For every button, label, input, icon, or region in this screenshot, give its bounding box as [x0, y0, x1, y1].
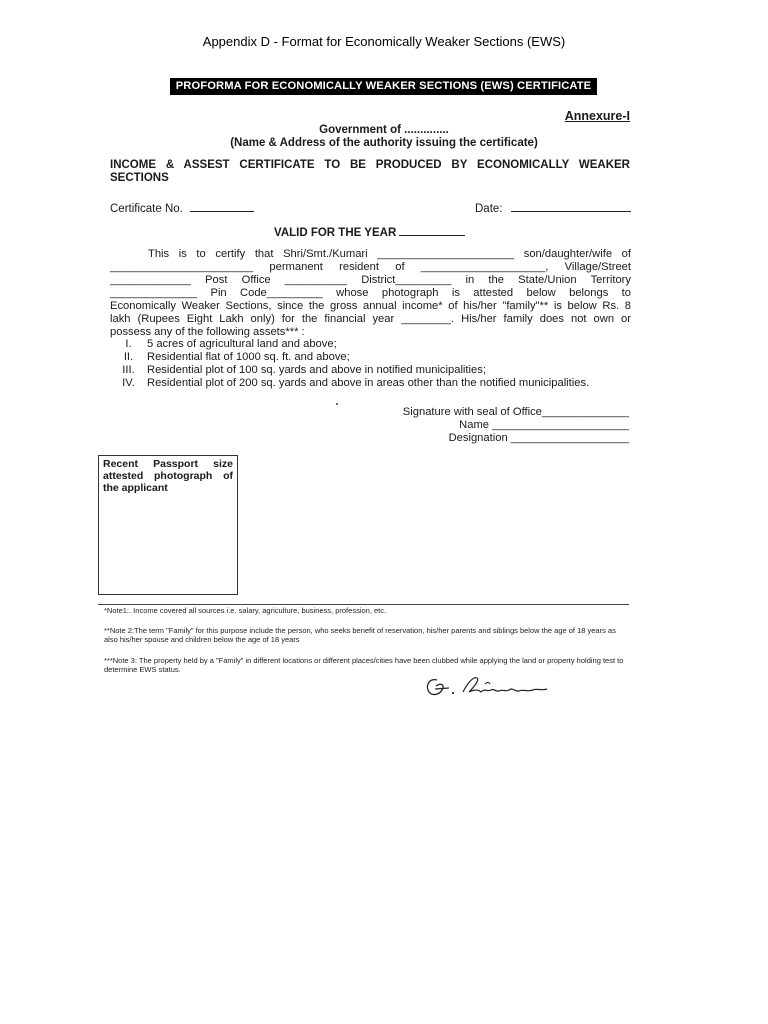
valid-for-year: [274, 225, 465, 239]
valid-label: VALID FOR THE YEAR: [274, 227, 397, 239]
note-2: **Note 2:The term "Family" for this purpose include the person, who seeks benefit of reservation, his/her parents and siblings below the age of 18 years as also his/her spouse and children below the age of 18 years: [104, 626, 616, 644]
certificate-no-blank: [190, 201, 254, 212]
annexure-label: Annexure-I: [564, 109, 630, 123]
certificate-no-label: Certificate No.: [110, 203, 183, 215]
asset-number: I.: [125, 338, 132, 350]
valid-year-blank: [399, 225, 465, 236]
notes-divider: [98, 604, 629, 605]
photo-box: Recent Passport size attested photograph of the applicant: [98, 455, 238, 595]
asset-text: Residential plot of 200 sq. yards and above in areas other than the notified municipalities.: [147, 377, 590, 389]
asset-text: Residential plot of 100 sq. yards and above in notified municipalities;: [147, 364, 486, 376]
asset-number: IV.: [122, 377, 135, 389]
proforma-banner: PROFORMA FOR ECONOMICALLY WEAKER SECTIONS (EWS) CERTIFICATE: [170, 78, 597, 95]
date-label: Date:: [475, 203, 503, 215]
body-line: lakh (Rupees Eight Lakh only) for the financial year ________. His/her family does not own or: [110, 313, 631, 325]
body-line: Economically Weaker Sections, since the gross annual income* of his/her "family"** is below Rs. 8: [110, 300, 631, 312]
certificate-body: [110, 248, 631, 339]
date-field: [475, 201, 631, 215]
certificate-heading: INCOME & ASSEST CERTIFICATE TO BE PRODUCED BY ECONOMICALLY WEAKER SECTIONS: [110, 159, 630, 184]
body-line: ______________ Pin Code_________ whose photograph is attested below belongs to: [110, 287, 631, 299]
body-line: This is to certify that Shri/Smt./Kumari ______________________ son/daughter/wife of: [148, 248, 631, 260]
asset-item: [110, 364, 589, 377]
name-line: Name ______________________: [459, 419, 629, 431]
signature-seal-line: Signature with seal of Office______________: [402, 406, 629, 418]
asset-text: Residential flat of 1000 sq. ft. and above;: [147, 351, 350, 363]
body-line: _______________________ permanent resident of ____________________, Village/Street: [110, 261, 631, 273]
signature-block: [392, 406, 629, 445]
asset-item: [110, 351, 589, 364]
government-of-line: Government of ..............: [319, 124, 449, 136]
handwritten-signature: [423, 670, 558, 702]
authority-note: (Name & Address of the authority issuing the certificate): [230, 137, 538, 149]
asset-number: III.: [122, 364, 135, 376]
certificate-no-field: [110, 201, 254, 215]
body-line: possess any of the following assets*** :: [110, 326, 305, 338]
stray-dot: [336, 403, 338, 405]
appendix-title: Appendix D - Format for Economically Weaker Sections (EWS): [202, 34, 566, 49]
note-1: *Note1:. Income covered all sources i.e. salary, agriculture, business, profession, etc.: [104, 606, 387, 615]
body-line: _____________ Post Office __________ District_________ in the State/Union Territory: [110, 274, 631, 286]
asset-text: 5 acres of agricultural land and above;: [147, 338, 337, 350]
date-blank: [511, 201, 631, 212]
asset-item: [110, 338, 589, 351]
assets-list: [110, 338, 589, 390]
asset-item: [110, 377, 589, 390]
note-3: ***Note 3: The property held by a "Family" in different locations or different places/cities have been clubbed while applying the land or property holding test to determine EWS status.: [104, 656, 624, 674]
asset-number: II.: [123, 351, 134, 363]
designation-line: Designation ___________________: [448, 432, 629, 444]
